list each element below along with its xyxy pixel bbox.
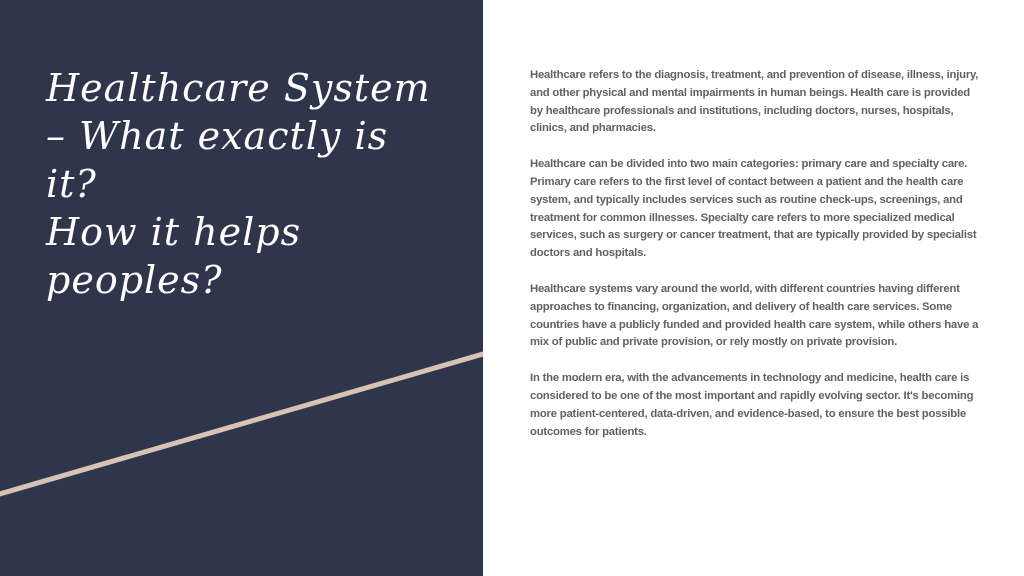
paragraph-systems: Healthcare systems vary around the world, with different countries having different approaches to financing, organization, and delivery of health care services. Some countries have a publicly funded and provided health care system, while others have a mix of public and private provision, or rely mostly on private provision. — [530, 282, 979, 349]
paragraph-definition: Healthcare refers to the diagnosis, treatment, and prevention of disease, illness, injury, and other physical and mental impairments in human beings. Health care is provided by healthcare professionals and institutions, including doctors, nurses, hospitals, clinics, and pharmacies. — [530, 69, 979, 135]
title-panel — [0, 0, 483, 576]
paragraph-modern-era: In the modern era, with the advancements in technology and medicine, health care is considered to be one of the most important and rapidly evolving sector. It's becoming more patient-centered, data-driven, and evidence-based, to ensure the best possible outcomes for patients. — [530, 372, 974, 438]
title-line: How it helps — [46, 210, 302, 254]
title-line: – What exactly is — [46, 114, 389, 158]
paragraph-categories: Healthcare can be divided into two main categories: primary care and specialty care. Primary care refers to the first level of contact between a patient and the health care system, and typically includes services such as routine check-ups, screenings, and treatment for common illnesses. Specialty care refers to more specialized medical services, such as surgery or cancer treatment, that are typically provided by specialist doctors and hospitals. — [530, 158, 977, 260]
body-text-panel — [530, 67, 982, 459]
diagonal-accent-line — [0, 0, 483, 576]
accent-stroke — [0, 352, 483, 495]
title-line: Healthcare System — [46, 66, 431, 110]
title-line: peoples? — [46, 258, 223, 302]
title-line: it? — [46, 162, 97, 206]
